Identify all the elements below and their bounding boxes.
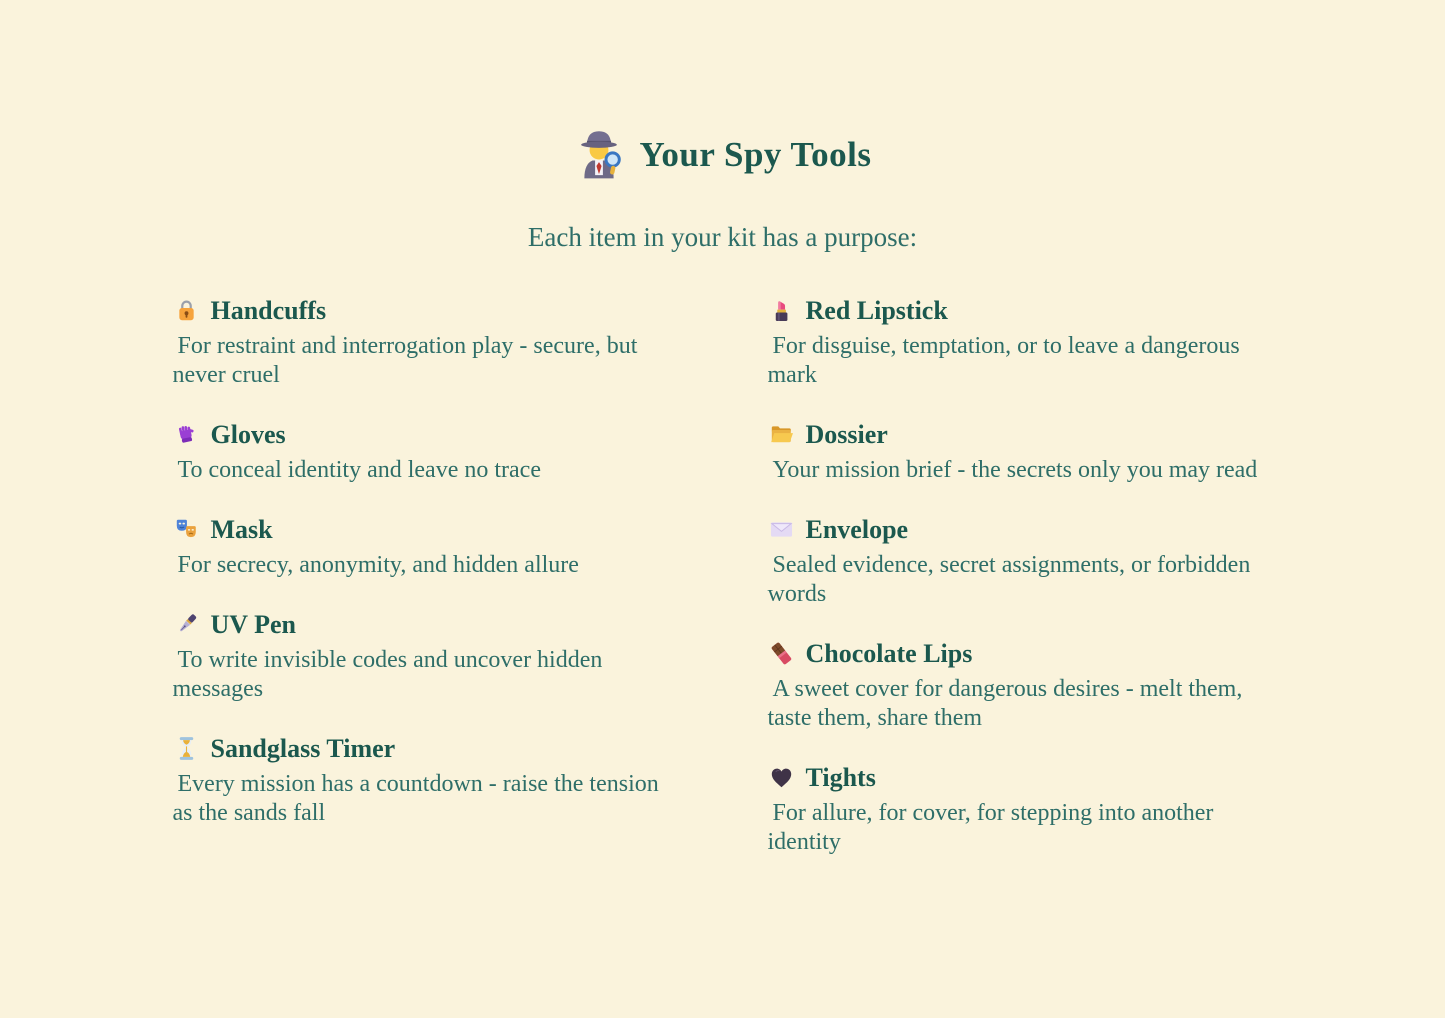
lipstick-icon <box>768 297 795 324</box>
heart-icon <box>768 764 795 791</box>
tool-name <box>768 638 1273 670</box>
tool-name <box>173 419 678 451</box>
tool-name <box>768 295 1273 327</box>
tool-name-text: Handcuffs <box>210 296 327 325</box>
tool-item <box>768 762 1273 857</box>
tool-description: For disguise, temptation, or to leave a dangerous mark <box>767 333 1240 388</box>
lock-icon <box>173 297 200 324</box>
right-column <box>768 295 1273 886</box>
tool-description: A sweet cover for dangerous desires - melt them, taste them, share them <box>767 676 1243 731</box>
tool-name <box>173 295 678 327</box>
tool-item <box>768 514 1273 609</box>
chocolate-icon <box>768 640 795 667</box>
tool-name <box>768 419 1273 451</box>
tool-name <box>173 733 678 765</box>
tool-description: To conceal identity and leave no trace <box>177 457 541 483</box>
envelope-icon <box>768 516 795 543</box>
tool-name-text: Sandglass Timer <box>210 734 396 763</box>
spy-tools-page <box>173 0 1273 886</box>
tool-name-text: Dossier <box>805 420 888 449</box>
tool-item <box>173 514 678 580</box>
tool-item <box>768 295 1273 390</box>
tool-description: Every mission has a countdown - raise the tension as the sands fall <box>172 771 659 826</box>
tool-description: For secrecy, anonymity, and hidden allure <box>177 552 579 578</box>
tool-name-text: Chocolate Lips <box>805 639 973 668</box>
hourglass-icon <box>173 735 200 762</box>
tool-item <box>768 638 1273 733</box>
tool-item <box>173 419 678 485</box>
tool-name <box>768 514 1273 546</box>
masks-icon <box>173 516 200 543</box>
fountain-pen-icon <box>173 611 200 638</box>
detective-icon <box>573 128 625 180</box>
tool-item <box>768 419 1273 485</box>
tool-name-text: UV Pen <box>210 610 296 639</box>
tool-description: Sealed evidence, secret assignments, or forbidden words <box>767 552 1251 607</box>
tool-name <box>768 762 1273 794</box>
tool-name-text: Red Lipstick <box>805 296 948 325</box>
tool-description: Your mission brief - the secrets only you may read <box>772 457 1258 483</box>
tool-item <box>173 295 678 390</box>
page-title-text: Your Spy Tools <box>639 135 872 174</box>
left-column <box>173 295 678 886</box>
page-subtitle: Each item in your kit has a purpose: <box>527 222 918 252</box>
folder-icon <box>768 421 795 448</box>
tool-name-text: Tights <box>805 763 876 792</box>
tool-description: To write invisible codes and uncover hidden messages <box>172 647 603 702</box>
tool-name <box>173 514 678 546</box>
gloves-icon <box>173 421 200 448</box>
tool-item <box>173 733 678 828</box>
tool-name-text: Gloves <box>210 420 286 449</box>
tool-item <box>173 609 678 704</box>
page-title <box>173 128 1273 182</box>
tool-name <box>173 609 678 641</box>
tool-name-text: Envelope <box>805 515 909 544</box>
tool-description: For allure, for cover, for stepping into another identity <box>767 800 1214 855</box>
tool-description: For restraint and interrogation play - secure, but never cruel <box>172 333 638 388</box>
tool-name-text: Mask <box>210 515 273 544</box>
tool-list <box>173 295 1273 886</box>
